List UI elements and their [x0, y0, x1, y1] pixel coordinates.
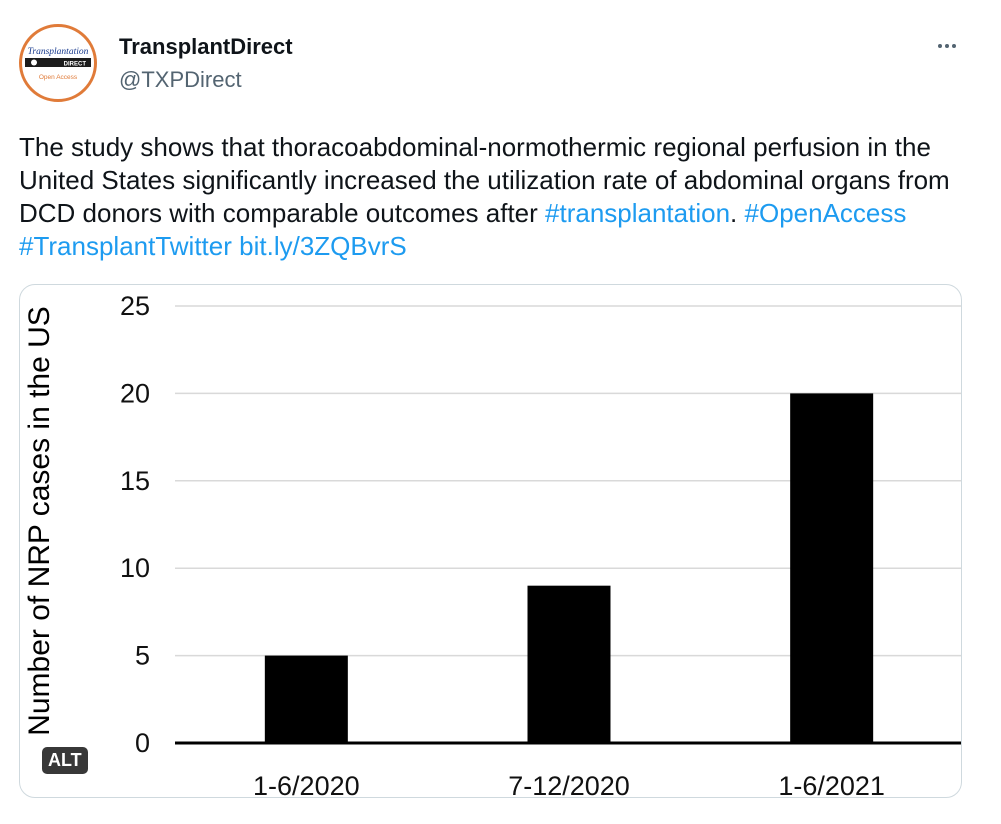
bar	[528, 586, 611, 743]
x-tick-label: 1-6/2020	[253, 771, 360, 799]
x-tick-label: 7-12/2020	[508, 771, 630, 799]
y-tick-label: 25	[119, 291, 150, 321]
bar	[265, 656, 348, 743]
hashtag-transplanttwitter[interactable]: #TransplantTwitter	[19, 231, 232, 261]
dot	[952, 44, 956, 48]
avatar-title-text: Transplantation	[27, 47, 89, 57]
alt-text-badge[interactable]: ALT	[42, 747, 88, 774]
x-tick-label: 1-6/2021	[778, 771, 885, 799]
more-options-icon[interactable]	[930, 32, 964, 60]
media-image[interactable]	[19, 284, 962, 798]
bar	[790, 393, 873, 743]
bar-chart	[20, 285, 962, 798]
tweet-text	[19, 131, 974, 263]
hashtag-openaccess[interactable]: #OpenAccess	[744, 198, 907, 228]
y-tick-label: 0	[134, 728, 150, 758]
y-tick-label: 10	[119, 553, 150, 584]
tweet-link[interactable]: bit.ly/3ZQBvrS	[239, 231, 407, 261]
y-tick-label: 5	[134, 640, 150, 671]
dot	[945, 44, 949, 48]
avatar-subtitle-text: Open Access	[38, 74, 78, 81]
tweet-separator: .	[730, 198, 738, 228]
tweet-body: The study shows that thoracoabdominal-normothermic regional perfusion in the United States significantly increased the utilization rate of abdominal organs from DCD donors with comparable outcomes after	[19, 132, 950, 228]
profile-avatar[interactable]	[19, 24, 97, 102]
avatar-band-text: DIRECT	[63, 61, 86, 68]
y-axis-label: Number of NRP cases in the US	[23, 306, 56, 736]
author-name[interactable]: TransplantDirect	[119, 34, 293, 59]
y-tick-label: 15	[119, 465, 150, 496]
avatar-dot	[31, 60, 37, 66]
author-handle[interactable]: @TXPDirect	[119, 67, 242, 92]
dot	[938, 44, 942, 48]
hashtag-transplantation[interactable]: #transplantation	[545, 198, 731, 228]
y-tick-label: 20	[119, 378, 150, 409]
